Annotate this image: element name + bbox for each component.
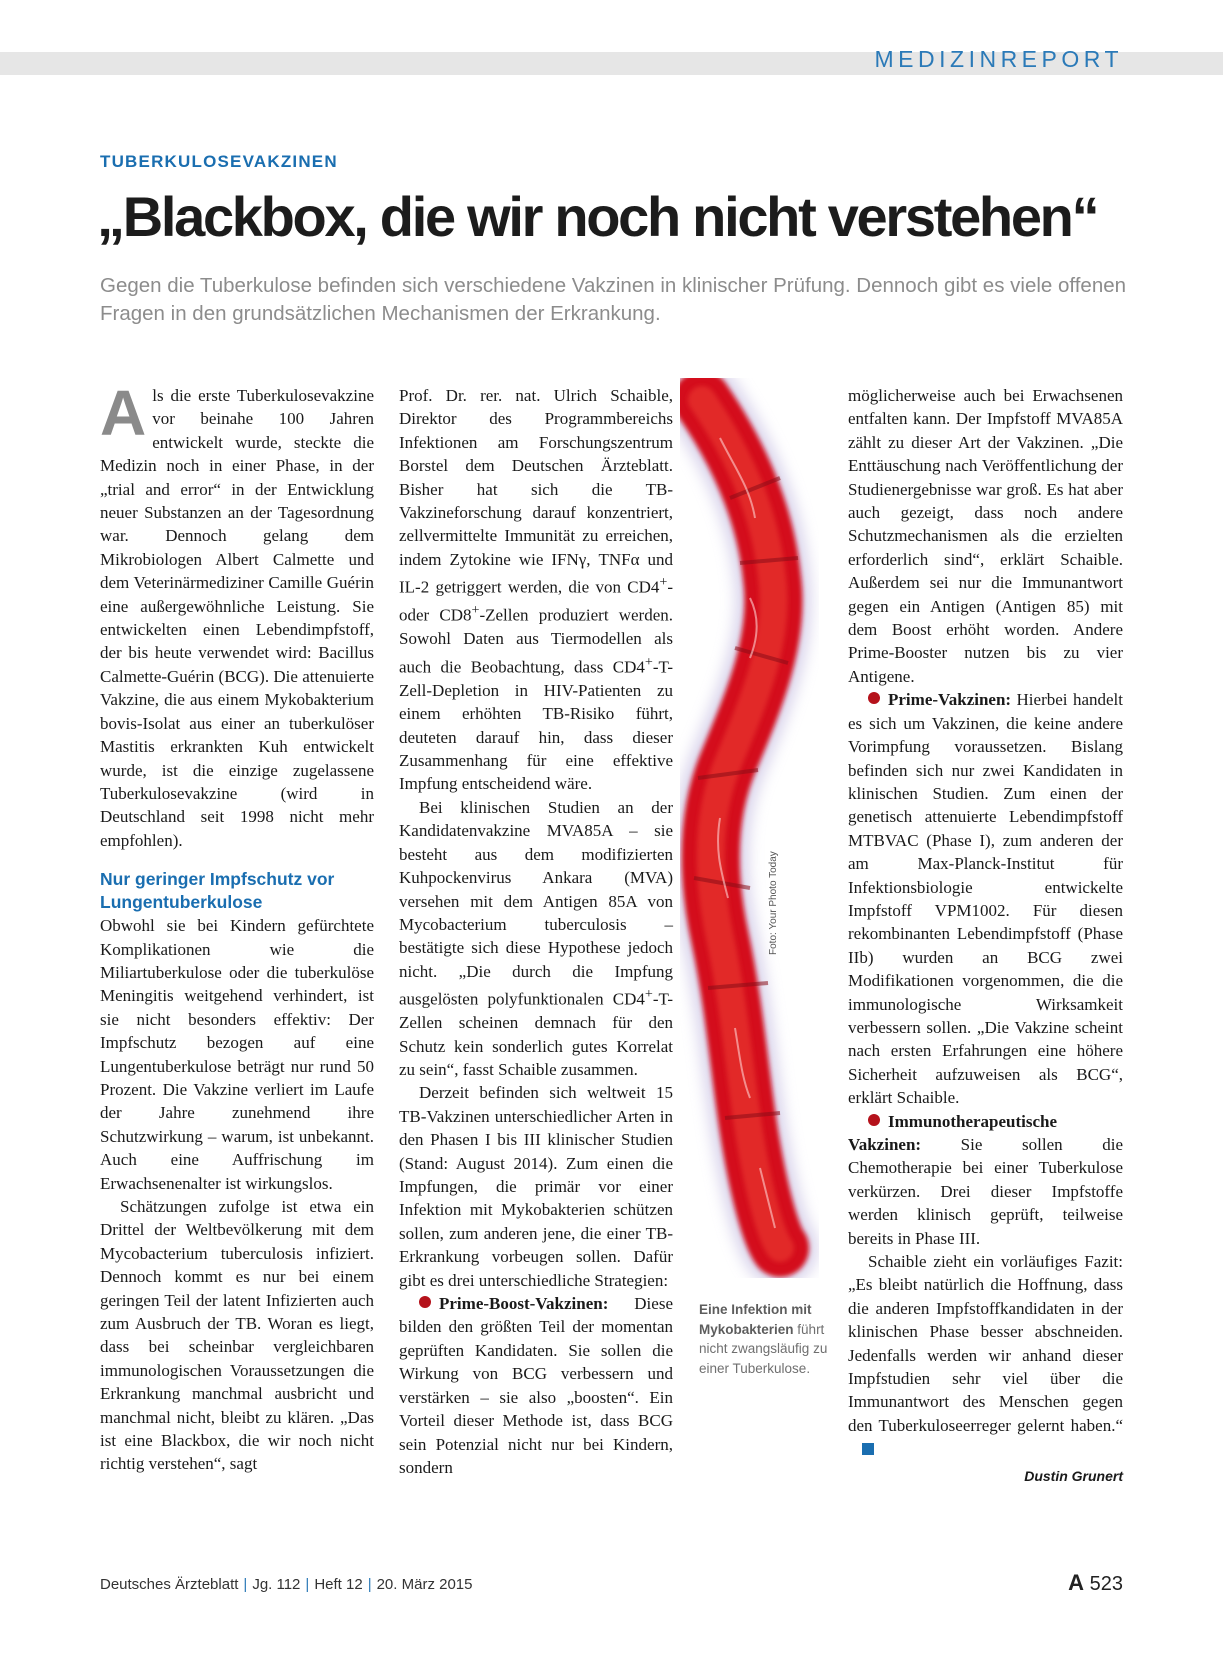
paragraph xyxy=(399,796,673,1082)
text-run: Prof. Dr. rer. nat. Ulrich Schaible, Direktor des Programmbereichs Infektionen am Forschungszentrum Borstel dem Deutschen Ärzteblatt. Bisher hat sich die TB-Vakzineforschung darauf konzentriert, zellvermittelte Immunität zu erreichen, indem Zytokine wie IFNγ, TNFα und IL-2 getriggert werden, die von CD4 xyxy=(399,386,673,597)
journal-volume: Jg. 112 xyxy=(252,1576,301,1593)
author-name: Dustin Grunert xyxy=(1024,1467,1123,1484)
drop-cap: A xyxy=(100,377,147,449)
paragraph: möglicherweise auch bei Erwachsenen entfalten kann. Der Impfstoff MVA85A zählt zu dieser Art der Vakzinen. „Die Enttäuschung nach Veröffentlichung der Studienergebnisse war groß. Es hat aber auch gezeigt, dass noch andere Schutzmechanismen als die erzielten erforderlich sind“, erklärt Schaible. Außerdem sei nur die Immunantwort gegen ein Antigen (Antigen 85) mit dem Boost erhöht worden. Andere Prime-Booster nutzen bis zu vier Antigene. xyxy=(848,386,1123,686)
bullet-label: Prime-Vakzinen: xyxy=(888,690,1012,710)
bacterium-photo xyxy=(680,378,830,1278)
column-2 xyxy=(399,384,673,1479)
subheading: Nur geringer Impfschutz vor Lungentuberkulose xyxy=(100,869,335,913)
issue-date: 20. März 2015 xyxy=(376,1576,473,1593)
bullet-item xyxy=(848,688,1123,1109)
intro-text: ls die erste Tuberkulosevakzine vor beinahe 100 Jahren entwickelt wurde, steckte die Medizin noch in einer Phase, in der „trial and error“ in der Entwicklung neuer Substanzen an der Tagesordnung war. Dennoch gelang dem Mikrobiologen Albert Calmette und dem Veterinärmediziner Camille Guérin eine außergewöhnliche Leistung. Sie entwickelten einen Lebendimpfstoff, der bis heute verwendet wird: Bacillus Calmette-Guérin (BCG). Die attenuierte Vakzine, die aus einem Mykobakterium bovis-Isolat aus einer an tuberkulöser Mastitis erkrankten Kuh entwickelt wurde, ist die einzige zugelassene Tuberkulosevakzine (wird in Deutschland seit 1998 nicht mehr empfohlen). xyxy=(100,386,374,850)
bullet-label: Prime-Boost-Vakzinen: xyxy=(439,1294,609,1314)
section-label: MEDIZINREPORT xyxy=(874,46,1123,72)
footer-separator: | xyxy=(243,1576,248,1593)
superscript: + xyxy=(659,574,668,591)
paragraph xyxy=(848,1250,1123,1461)
journal-issue: Heft 12 xyxy=(314,1576,363,1593)
bullet-dot-icon xyxy=(868,692,880,704)
page-number-value: 523 xyxy=(1089,1573,1123,1595)
article-headline: „Blackbox, die wir noch nicht verstehen“ xyxy=(97,185,1098,248)
photo-caption xyxy=(699,1300,834,1378)
bullet-dot-icon xyxy=(868,1114,880,1126)
caption-bold: Eine Infektion mit Mykobakterien xyxy=(699,1302,812,1337)
paragraph: Schätzungen zufolge ist etwa ein Drittel der Weltbevölkerung mit dem Mycobacterium tuberculosis infiziert. Dennoch kommt es nur bei einem geringen Teil der latent Infizierten auch zum Ausbruch der TB. Woran es liegt, dass bei scheinbar vergleichbaren immunologischen Voraussetzungen die Erkrankung manchmal ausbricht und manchmal nicht, bleibt zu klären. „Das ist eine Blackbox, die wir noch nicht richtig verstehen“, sagt xyxy=(100,1197,374,1474)
bullet-dot-icon xyxy=(419,1296,431,1308)
article-kicker: TUBERKULOSEVAKZINEN xyxy=(100,152,338,171)
text-run: Bei klinischen Studien an der Kandidatenvakzine MVA85A – sie besteht aus dem modifizierten Kuhpockenvirus Ankara (MVA) versehen mit dem Antigen 85A von Mycobacterium tuberculosis – bestätigte sich diese Hypothese jedoch nicht. „Die durch die Impfung ausgelösten polyfunktionalen CD4 xyxy=(399,797,673,1009)
caption-text: führt nicht zwangsläufig zu einer Tuberkulose. xyxy=(699,1321,828,1376)
paragraph: Obwohl sie bei Kindern gefürchtete Komplikationen wie die Miliartuberkulose oder die tuberkulöse Meningitis weitgehend verhindert, ist sie nicht besonders effektiv: Der Impfschutz bezogen auf eine Lungentuberkulose beträgt nur rund 50 Prozent. Die Vakzine verliert im Laufe der Jahre zunehmend ihre Schutzwirkung – warum, ist unbekannt. Auch eine Auffrischung im Erwachsenenalter ist wirkungslos. xyxy=(100,916,374,1193)
column-1 xyxy=(100,377,374,1476)
paragraph: Derzeit befinden sich weltweit 15 TB-Vakzinen unterschiedlicher Arten in den Phasen I bis III klinischer Studien (Stand: August 2014). Zum einen die Impfungen, die primär vor einer Infektion mit Mykobakterien schützen sollen, zum anderen jene, die einer TB-Erkrankung vorbeugen sollen. Dafür gibt es drei unterschiedliche Strategien: xyxy=(399,1083,673,1290)
footer-separator: | xyxy=(367,1576,372,1593)
intro-paragraph xyxy=(100,377,374,852)
photo-credit: Foto: Your Photo Today xyxy=(768,851,779,955)
bullet-text: Sie sollen die Chemotherapie bei einer Tuberkulose verkürzen. Drei dieser Impfstoffe werden klinisch geprüft, teilweise bereits in Phase III. xyxy=(848,1135,1123,1248)
footer-separator: | xyxy=(305,1576,310,1593)
bullet-item xyxy=(848,1110,1123,1250)
bullet-label: Immunotherapeutische Vakzinen: xyxy=(848,1111,1058,1154)
journal-name: Deutsches Ärzteblatt xyxy=(100,1576,239,1593)
superscript: + xyxy=(471,602,480,619)
superscript: + xyxy=(644,986,653,1003)
superscript: + xyxy=(644,653,653,670)
page-number xyxy=(1068,1570,1123,1596)
text-run: -T-Zellen scheinen demnach für den Schutz kein sonderlich gutes Korrelat zu sein“, fasst Schaible zusammen. xyxy=(399,989,673,1079)
bullet-text: Hierbei handelt es sich um Vakzinen, die keine andere Vorimpfung voraussetzen. Bislang befinden sich nur zwei Kandidaten in klinischen Studien. Zum einen der genetisch attenuierte Lebendimpfstoff MTBVAC (Phase I), zum anderen der am Max-Planck-Institut für Infektionsbiologie entwickelte Impfstoff VPM1002. Für diesen rekombinanten Lebendimpfstoff (Phase IIb) wurden an BCG zwei Modifikationen vorgenommen, die die immunologische Wirksamkeit verbessern sollen. „Die Vakzine scheint nach ersten Erfahrungen eine höhere Sicherheit aufzuweisen als BCG“, erklärt Schaible. xyxy=(848,690,1123,1108)
text-run: - oder CD8 xyxy=(399,577,673,625)
end-mark-icon xyxy=(862,1443,874,1455)
article-deck: Gegen die Tuberkulose befinden sich verschiedene Vakzinen in klinischer Prüfung. Dennoch gibt es viele offenen Fragen in den grundsätzlichen Mechanismen der Erkrankung. xyxy=(100,274,1127,325)
page-prefix: A xyxy=(1068,1570,1085,1595)
closing-text: Schaible zieht ein vorläufiges Fazit: „Es bleibt natürlich die Hoffnung, dass die anderen Impfstoffkandidaten in der klinischen Phase besser abschneiden. Jedenfalls werden wir anhand dieser Impfstudien sehr viel über die Immunantwort des Menschen gegen den Tuberkuloseerreger gelernt haben.“ xyxy=(848,1252,1123,1435)
column-3 xyxy=(848,384,1123,1488)
bullet-text: Diese bilden den größten Teil der momentan geprüften Kandidaten. Sie sollen die Wirkung von BCG verbessern und verstärken – sie also „boosten“. Ein Vorteil dieser Methode ist, dass BCG sein Potenzial nicht nur bei Kindern, sondern xyxy=(399,1294,673,1477)
text-run: -Zellen produziert werden. Sowohl Daten aus Tiermodellen als auch die Beobachtung, dass CD4 xyxy=(399,605,673,677)
footer-citation xyxy=(100,1576,472,1593)
paragraph xyxy=(399,384,673,796)
text-run: -T-Zell-Depletion in HIV-Patienten zu einem erhöhten TB-Risiko führt, deuteten darauf hin, dass dieser Zusammenhang für eine effektive Impfung entscheidend wäre. xyxy=(399,657,673,794)
bullet-item xyxy=(399,1292,673,1479)
